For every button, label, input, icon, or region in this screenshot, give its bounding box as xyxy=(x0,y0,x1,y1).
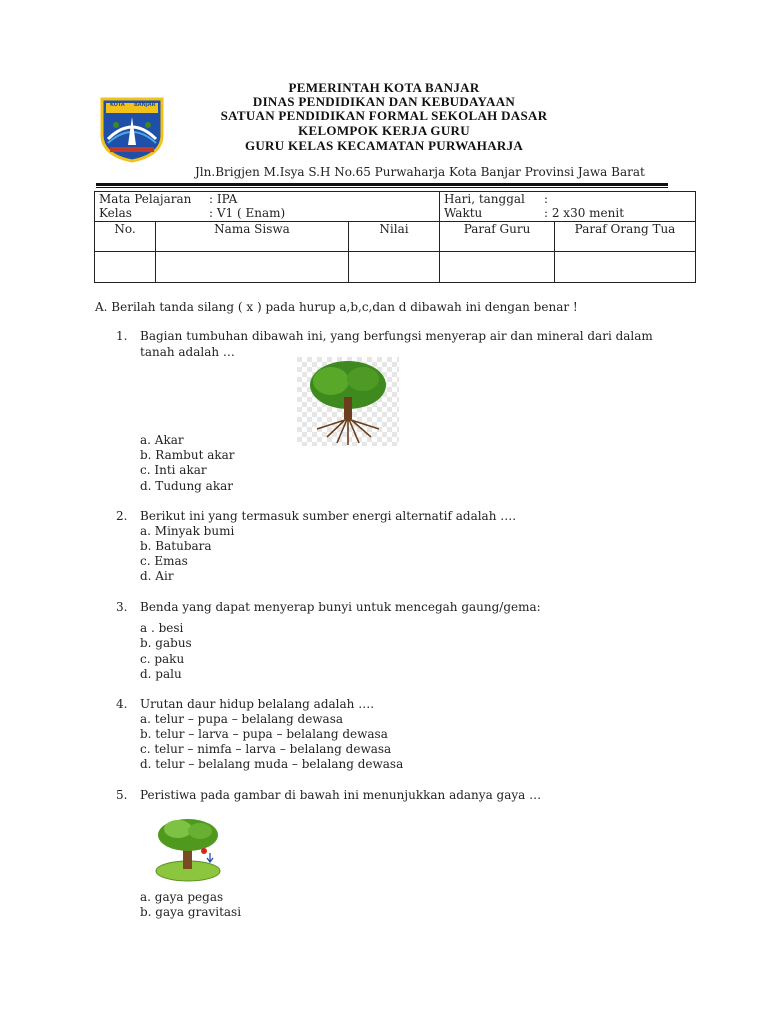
question-text: Bagian tumbuhan dibawah ini, yang berfungsi menyerap air dan mineral dari dalam xyxy=(140,329,653,343)
option[interactable]: a. Akar xyxy=(140,433,184,447)
info-left-cell xyxy=(95,192,440,222)
kelas-value: : V1 ( Enam) xyxy=(209,206,286,220)
input-no[interactable] xyxy=(95,252,156,283)
option[interactable]: a . besi xyxy=(140,621,184,635)
option[interactable]: d. Air xyxy=(140,569,174,583)
waktu-label: Waktu xyxy=(444,206,483,220)
header-line-4: KELOMPOK KERJA GURU xyxy=(298,123,470,138)
logo-text-right: BANJAR xyxy=(134,102,156,108)
question-text: Urutan daur hidup belalang adalah …. xyxy=(140,697,375,711)
option[interactable]: a. gaya pegas xyxy=(140,890,224,904)
mapel-label: Mata Pelajaran xyxy=(99,192,192,206)
header-rule-thin xyxy=(96,187,668,188)
option[interactable]: d. palu xyxy=(140,667,182,681)
col-paraf-guru: Paraf Guru xyxy=(440,222,555,252)
table-row xyxy=(95,252,696,283)
input-nilai[interactable] xyxy=(349,252,440,283)
option[interactable]: c. paku xyxy=(140,652,185,666)
instruction: A. Berilah tanda silang ( x ) pada hurup a,b,c,dan d dibawah ini dengan benar ! xyxy=(95,300,578,314)
header-rule-thick xyxy=(96,183,668,186)
option[interactable]: c. Emas xyxy=(140,554,188,568)
logo-text-left: KOTA xyxy=(110,102,125,108)
option[interactable]: b. gabus xyxy=(140,636,192,650)
option[interactable]: b. telur – larva – pupa – belalang dewasa xyxy=(140,727,388,741)
table-header-row xyxy=(95,222,696,252)
col-paraf-ortu: Paraf Orang Tua xyxy=(555,222,696,252)
hari-label: Hari, tanggal xyxy=(444,192,525,206)
mapel-value: : IPA xyxy=(209,192,238,206)
header-line-5: GURU KELAS KECAMATAN PURWAHARJA xyxy=(244,138,524,153)
col-no: No. xyxy=(95,222,156,252)
question-number: 1. xyxy=(116,329,128,343)
question-text: Benda yang dapat menyerap bunyi untuk mencegah gaung/gema: xyxy=(140,600,541,614)
hari-value: : xyxy=(544,192,549,206)
option[interactable]: a. Minyak bumi xyxy=(140,524,235,538)
option[interactable]: b. Rambut akar xyxy=(140,448,235,462)
col-nilai: Nilai xyxy=(349,222,440,252)
option[interactable]: b. Batubara xyxy=(140,539,212,553)
tree-with-roots-icon xyxy=(297,357,399,446)
option[interactable]: b. gaya gravitasi xyxy=(140,905,242,919)
waktu-value: : 2 x30 menit xyxy=(544,206,625,220)
header-line-2: DINAS PENDIDIKAN DAN KEBUDAYAAN xyxy=(252,94,516,109)
info-table xyxy=(94,191,696,283)
option[interactable]: c. Inti akar xyxy=(140,463,207,477)
table-row xyxy=(95,192,696,222)
question-text: Peristiwa pada gambar di bawah ini menunjukkan adanya gaya … xyxy=(140,788,542,802)
col-nama: Nama Siswa xyxy=(156,222,349,252)
question-number: 2. xyxy=(116,509,128,523)
question-text: Berikut ini yang termasuk sumber energi alternatif adalah …. xyxy=(140,509,517,523)
header-line-1: PEMERINTAH KOTA BANJAR xyxy=(288,80,480,95)
option[interactable]: c. telur – nimfa – larva – belalang dewasa xyxy=(140,742,392,756)
option[interactable]: a. telur – pupa – belalang dewasa xyxy=(140,712,344,726)
input-nama[interactable] xyxy=(156,252,349,283)
question-text-cont: tanah adalah … xyxy=(140,345,235,359)
question-number: 5. xyxy=(116,788,128,802)
header-line-3: SATUAN PENDIDIKAN FORMAL SEKOLAH DASAR xyxy=(220,108,548,123)
school-address: Jln.Brigjen M.Isya S.H No.65 Purwaharja Kota Banjar Provinsi Jawa Barat xyxy=(195,165,645,179)
option[interactable]: d. Tudung akar xyxy=(140,479,233,493)
info-right-cell xyxy=(440,192,696,222)
option[interactable]: d. telur – belalang muda – belalang dewasa xyxy=(140,757,404,771)
tree-falling-apple-icon xyxy=(152,815,224,885)
question-number: 3. xyxy=(116,600,128,614)
kelas-label: Kelas xyxy=(99,206,132,220)
input-paraf-guru[interactable] xyxy=(440,252,555,283)
question-number: 4. xyxy=(116,697,128,711)
input-paraf-ortu[interactable] xyxy=(555,252,696,283)
